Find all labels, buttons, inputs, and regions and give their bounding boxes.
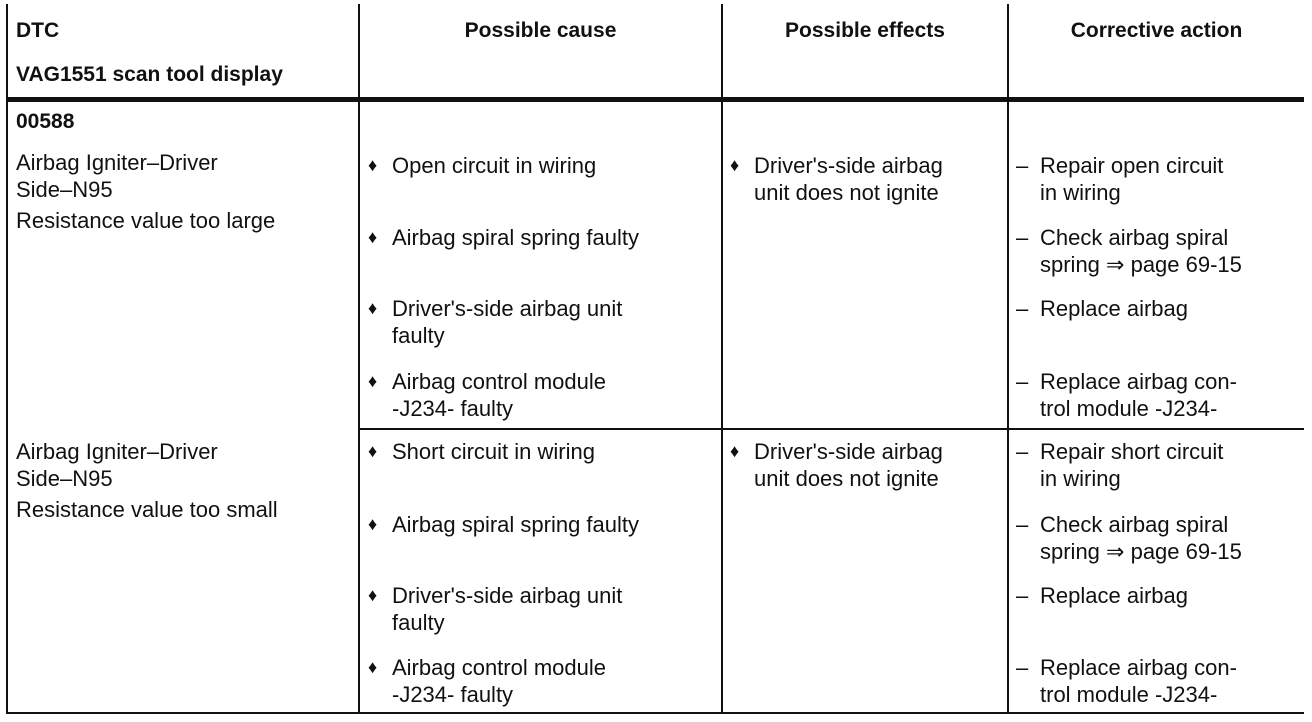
row2-action-1-line1: Repair short circuit [1040,439,1224,464]
row1-cause-2: Airbag spiral spring faulty [392,225,640,250]
dash-icon: – [1016,512,1029,537]
dtc-code: 00588 [16,110,75,133]
row1-dtc-line2: Side–N95 [16,177,113,202]
row1-dtc-line3: Resistance value too large [16,208,276,233]
row1-cause-4-line2: -J234- faulty [392,396,514,421]
row1-action-4-line2: trol module -J234- [1040,396,1218,421]
row2-action-2-line1: Check airbag spiral [1040,512,1229,537]
row2-cause-2: Airbag spiral spring faulty [392,512,640,537]
bullet-icon: ♦ [368,657,378,677]
row1-effect-line2: unit does not ignite [754,180,939,205]
dash-icon: – [1016,153,1029,178]
table-border-bottom [6,712,1304,714]
header-corrective-action: Corrective action [1070,19,1243,42]
bullet-icon: ♦ [368,441,378,461]
row2-effect-line1: Driver's-side airbag [754,439,943,464]
dash-icon: – [1016,225,1029,250]
dash-icon: – [1016,439,1029,464]
header-scan-tool-display: VAG1551 scan tool display [16,63,283,86]
dash-icon: – [1016,655,1029,680]
dash-icon: – [1016,583,1029,608]
column-divider-2 [721,4,723,714]
row1-action-4-line1: Replace airbag con- [1040,369,1237,394]
row2-action-2-line2: spring ⇒ page 69-15 [1040,539,1242,564]
bullet-icon: ♦ [368,585,378,605]
row2-action-4-line1: Replace airbag con- [1040,655,1237,680]
header-possible-effects: Possible effects [785,19,945,42]
row1-effect-line1: Driver's-side airbag [754,153,943,178]
row2-action-4-line2: trol module -J234- [1040,682,1218,707]
row2-effect-line2: unit does not ignite [754,466,939,491]
row1-action-2-line1: Check airbag spiral [1040,225,1229,250]
row2-dtc-line3: Resistance value too small [16,497,278,522]
bullet-icon: ♦ [730,155,740,175]
row1-dtc-line1: Airbag Igniter–Driver [16,150,218,175]
row1-cause-4-line1: Airbag control module [392,369,607,394]
row1-cause-3-line1: Driver's-side airbag unit [392,296,623,321]
header-dtc: DTC [16,19,60,42]
dash-icon: – [1016,369,1029,394]
dtc-table [6,4,1304,714]
header-possible-cause: Possible cause [464,19,617,42]
row1-action-1-line2: in wiring [1040,180,1121,205]
dash-icon: – [1016,296,1029,321]
row2-dtc-line1: Airbag Igniter–Driver [16,439,218,464]
row2-action-1-line2: in wiring [1040,466,1121,491]
column-divider-1 [358,4,360,714]
row2-dtc-line2: Side–N95 [16,466,113,491]
row-divider [358,428,1304,430]
row1-action-2-line2: spring ⇒ page 69-15 [1040,252,1242,277]
row2-cause-3-line2: faulty [392,610,445,635]
row2-cause-1: Short circuit in wiring [392,439,595,464]
row2-action-3: Replace airbag [1040,583,1188,608]
table-border-left [6,4,8,714]
bullet-icon: ♦ [368,227,378,247]
bullet-icon: ♦ [368,514,378,534]
row2-cause-4-line2: -J234- faulty [392,682,514,707]
row2-cause-3-line1: Driver's-side airbag unit [392,583,623,608]
bullet-icon: ♦ [368,298,378,318]
bullet-icon: ♦ [368,155,378,175]
row1-action-1-line1: Repair open circuit [1040,153,1224,178]
row1-action-3: Replace airbag [1040,296,1188,321]
row1-cause-3-line2: faulty [392,323,445,348]
row1-cause-1: Open circuit in wiring [392,153,597,178]
row2-cause-4-line1: Airbag control module [392,655,607,680]
bullet-icon: ♦ [730,441,740,461]
bullet-icon: ♦ [368,371,378,391]
column-divider-3 [1007,4,1009,714]
header-divider [6,97,1304,102]
